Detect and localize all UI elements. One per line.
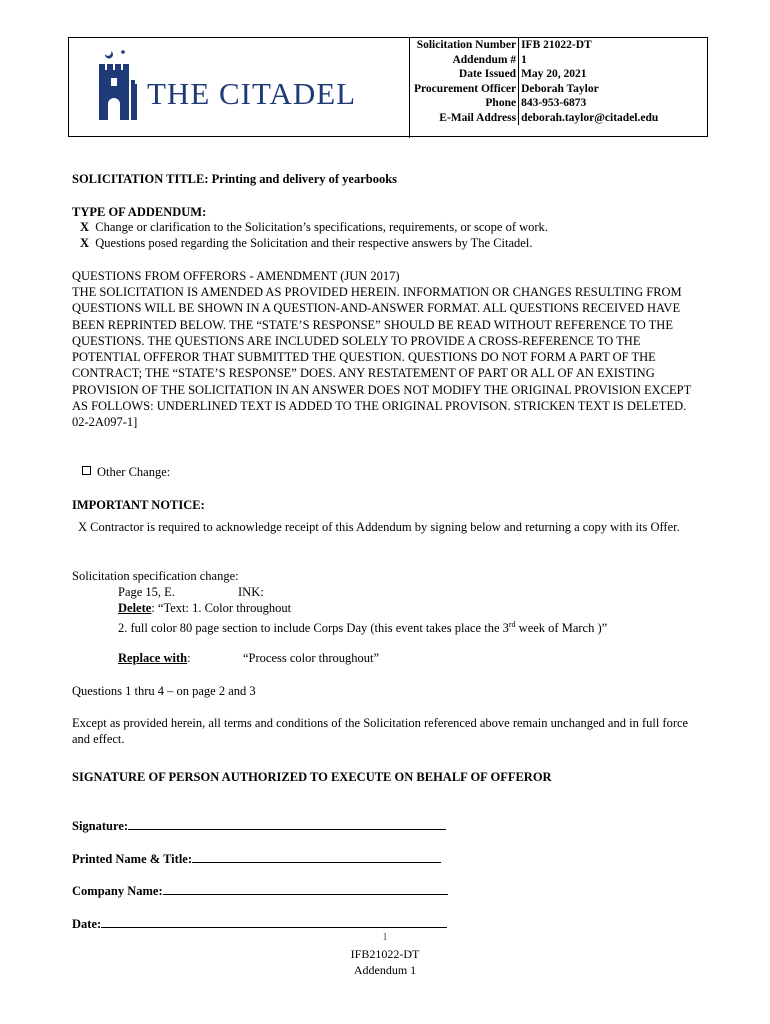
type-item-text: Questions posed regarding the Solicitation and their respective answers by The Citadel.: [95, 236, 533, 250]
spec-heading: Solicitation specification change:: [72, 569, 239, 583]
info-row: [410, 53, 658, 68]
logo-text: THE CITADEL: [147, 76, 357, 111]
info-row: [410, 96, 658, 111]
info-row: [410, 38, 658, 53]
signature-line[interactable]: [128, 818, 446, 830]
replace-text: “Process color throughout”: [243, 651, 380, 665]
other-change: [82, 464, 170, 480]
spec-page: Page 15, E.: [118, 585, 175, 599]
header-box: [68, 37, 708, 137]
info-key: Date Issued: [410, 67, 519, 82]
info-key: Phone: [410, 96, 519, 111]
solicitation-title: SOLICITATION TITLE: Printing and delivery of yearbooks: [72, 172, 398, 186]
signature-field[interactable]: [72, 818, 446, 834]
checkbox-icon: [82, 466, 91, 475]
except-paragraph: Except as provided herein, all terms and conditions of the Solicitation referenced above remain unchanged and in full force and effect.: [72, 716, 689, 747]
notice-body: [72, 519, 702, 535]
info-value: IFB 21022-DT: [521, 39, 592, 51]
signature-heading: SIGNATURE OF PERSON AUTHORIZED TO EXECUTE ON BEHALF OF OFFEROR: [72, 770, 552, 784]
info-value: 843-953-6873: [521, 97, 587, 109]
spec-replace: [118, 650, 191, 666]
date-field[interactable]: [72, 916, 447, 932]
footer-addendum: Addendum 1: [353, 963, 417, 977]
other-change-label: Other Change:: [97, 465, 171, 479]
citadel-logo: [97, 46, 387, 126]
info-value: Deborah Taylor: [521, 82, 599, 95]
printed-name-field[interactable]: [72, 851, 441, 867]
questions-heading: QUESTIONS FROM OFFERORS - AMENDMENT (JUN 2017): [72, 269, 400, 283]
printed-name-label: Printed Name & Title:: [72, 852, 193, 866]
info-value: May 20, 2021: [521, 68, 587, 80]
date-line[interactable]: [101, 916, 447, 928]
checkmark: X: [80, 236, 90, 250]
delete-label: Delete: [118, 601, 152, 615]
date-label: Date:: [72, 917, 102, 931]
spec-delete: [118, 600, 291, 616]
info-value: deborah.taylor@citadel.edu: [521, 111, 659, 124]
printed-name-line[interactable]: [192, 851, 441, 863]
notice-heading: IMPORTANT NOTICE:: [72, 498, 205, 512]
replace-label: Replace with: [118, 651, 188, 665]
type-item-1: [80, 219, 548, 235]
ordinal-sup: rd: [508, 620, 516, 629]
info-key: Addendum #: [410, 53, 519, 68]
signature-label: Signature:: [72, 819, 129, 833]
company-name-label: Company Name:: [72, 884, 163, 898]
questions-reference: Questions 1 thru 4 – on page 2 and 3: [72, 684, 256, 698]
checkmark: X: [80, 220, 90, 234]
notice-text: Contractor is required to acknowledge receipt of this Addendum by signing below and returning a copy with its Offer.: [90, 520, 680, 534]
info-value: 1: [521, 53, 527, 66]
info-row: [410, 67, 658, 82]
spec-item-2: [118, 617, 607, 636]
delete-text: : “Text: 1. Color throughout: [151, 601, 292, 615]
info-key: E-Mail Address: [410, 111, 519, 126]
spec-item-2-text: 2. full color 80 page section to include Corps Day (this event takes place the 3: [118, 621, 509, 636]
company-name-field[interactable]: [72, 883, 448, 899]
page-number: 1: [382, 932, 388, 943]
checkmark: X: [78, 520, 88, 534]
company-name-line[interactable]: [163, 883, 448, 895]
spec-ink: INK:: [238, 585, 264, 599]
info-row: [410, 111, 658, 126]
type-item-text: Change or clarification to the Solicitation’s specifications, requirements, or scope of work.: [95, 220, 548, 234]
footer-doc-id: IFB21022-DT: [350, 947, 420, 961]
info-key: Procurement Officer: [410, 82, 519, 97]
type-item-2: [80, 235, 532, 251]
spec-item-2-end: week of March )”: [515, 621, 608, 636]
questions-body: THE SOLICITATION IS AMENDED AS PROVIDED HEREIN. INFORMATION OR CHANGES RESULTING FROM QUESTIONS WILL BE SHOWN IN A QUESTION-AND-ANSWER FORMAT. ALL QUESTIONS RECEIVED HAVE BEEN REPRINTED BELOW. THE “STATE’S RESPONSE” SHOULD BE READ WITHOUT REFERENCE TO THE QUESTIONS. THE QUESTIONS ARE INCLUDED SOLELY TO PROVIDE A CROSS-REFERENCE TO THE POTENTIAL OFFEROR THAT SUBMITTED THE QUESTION. QUESTIONS DO NOT FORM A PART OF THE CONTRACT; THE “STATE’S RESPONSE” DOES. ANY RESTATEMENT OF PART OR ALL OF AN EXISTING PROVISION OF THE SOLICITATION IN AN ANSWER DOES NOT MODIFY THE ORIGINAL PROVISION EXCEPT AS FOLLOWS: UNDERLINED TEXT IS ADDED TO THE ORIGINAL PROVISON. STRICKEN TEXT IS DELETED. 02-2A097-1]: [72, 285, 692, 430]
info-key: Solicitation Number: [410, 38, 519, 53]
replace-colon: :: [187, 651, 191, 665]
solicitation-info-table: [409, 38, 710, 138]
type-heading: TYPE OF ADDENDUM:: [72, 205, 207, 219]
info-row: [410, 82, 658, 97]
